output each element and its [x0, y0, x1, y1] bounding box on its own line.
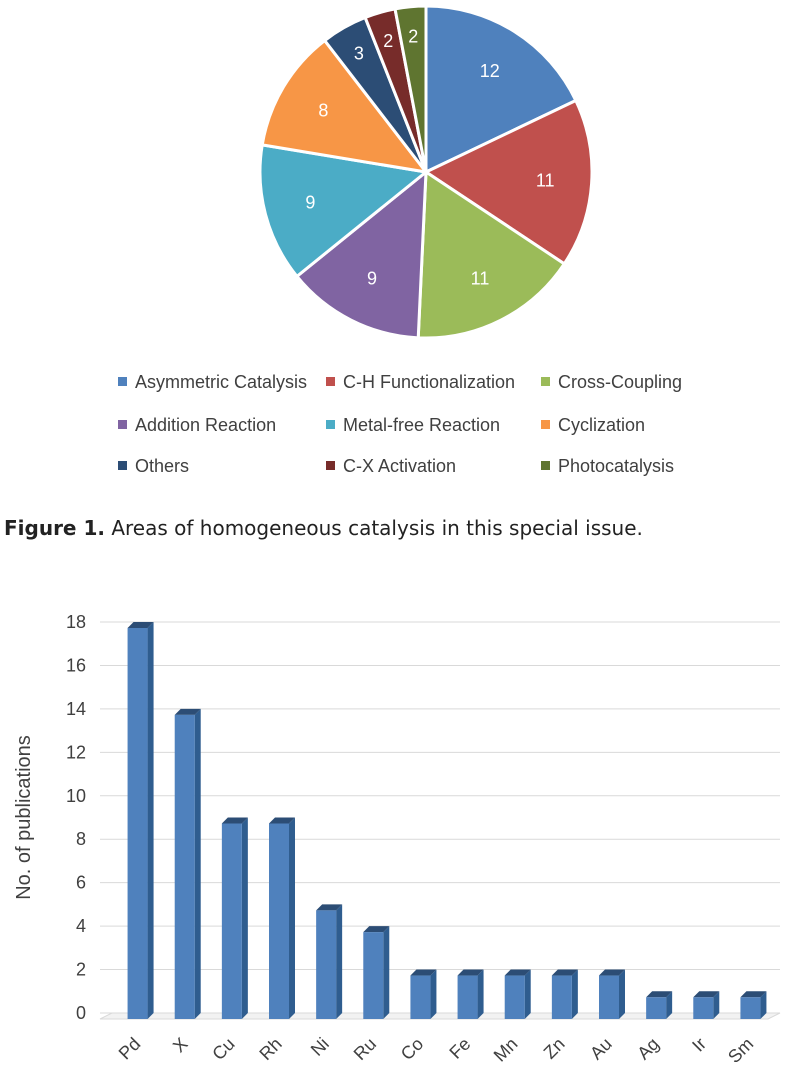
bar — [599, 970, 625, 1019]
legend-label: Cyclization — [558, 415, 646, 435]
bar — [128, 622, 154, 1019]
bar — [552, 970, 578, 1019]
x-tick-label: Co — [396, 1033, 428, 1065]
pie-data-label: 11 — [470, 268, 490, 289]
bar-front — [505, 976, 525, 1019]
bar-front — [128, 628, 148, 1019]
x-tick-label: Zn — [539, 1033, 569, 1063]
legend-swatch — [541, 420, 550, 429]
chart-floor — [100, 1013, 780, 1019]
bar-front — [599, 976, 619, 1019]
bar — [222, 818, 248, 1020]
bar-side — [430, 970, 436, 1019]
pie-data-label: 2 — [383, 31, 394, 52]
bar — [175, 709, 201, 1019]
y-tick-label: 18 — [65, 612, 86, 632]
pie-data-label: 11 — [535, 170, 555, 191]
bar — [505, 970, 531, 1019]
legend-label: Photocatalysis — [558, 456, 675, 476]
legend-item — [118, 415, 276, 436]
x-tick-label: Ru — [349, 1033, 381, 1065]
bar-side — [619, 970, 625, 1019]
x-tick-label: Fe — [445, 1033, 475, 1063]
bar-side — [195, 709, 201, 1019]
caption-label: Figure 1. — [4, 516, 105, 540]
bar-chart — [0, 560, 796, 1085]
x-tick-label: X — [168, 1033, 192, 1057]
x-tick-label: Sm — [724, 1033, 758, 1067]
legend-swatch — [541, 377, 550, 386]
bar-side — [289, 818, 295, 1020]
bar-side — [148, 622, 154, 1019]
legend-item — [541, 415, 645, 436]
bar — [269, 818, 295, 1020]
y-tick-label: 6 — [75, 872, 86, 893]
legend-label: Cross-Coupling — [558, 372, 683, 392]
caption-text: Areas of homogeneous catalysis in this special issue. — [111, 516, 643, 540]
legend-item — [326, 372, 515, 393]
bar-side — [242, 818, 248, 1020]
x-tick-label: Ag — [633, 1033, 663, 1064]
bar-side — [336, 904, 342, 1019]
figure-caption — [4, 516, 643, 540]
bar-front — [363, 932, 383, 1019]
bar-front — [316, 910, 336, 1019]
legend-swatch — [118, 420, 127, 429]
bar — [363, 926, 389, 1019]
x-tick-label: Ir — [688, 1033, 711, 1056]
legend-label: Addition Reaction — [135, 415, 277, 435]
bar-side — [572, 970, 578, 1019]
y-tick-label: 16 — [65, 655, 86, 676]
bar — [740, 991, 766, 1019]
bar-front — [552, 976, 572, 1019]
legend-item — [541, 456, 674, 477]
legend-swatch — [118, 377, 127, 386]
pie-data-label: 9 — [366, 268, 378, 289]
pie-data-label: 2 — [408, 26, 419, 47]
legend-swatch — [541, 461, 550, 470]
bar — [693, 991, 719, 1019]
x-tick-label: Ni — [306, 1033, 333, 1060]
legend-label: C-X Activation — [343, 456, 457, 476]
bar — [646, 991, 672, 1019]
legend-swatch — [326, 377, 335, 386]
y-tick-label: 10 — [65, 785, 86, 806]
legend-label: C-H Functionalization — [343, 372, 516, 392]
bar-front — [646, 997, 666, 1019]
y-tick-label: 4 — [75, 916, 86, 937]
bar-front — [222, 824, 242, 1020]
y-tick-label: 0 — [75, 1003, 86, 1023]
legend-item — [541, 372, 682, 393]
legend-item — [118, 456, 189, 477]
bar-front — [458, 976, 478, 1019]
legend-swatch — [326, 461, 335, 470]
y-axis-title: No. of publications — [13, 735, 35, 900]
pie-data-label: 3 — [353, 43, 364, 64]
bar-front — [269, 824, 289, 1020]
x-tick-label: Au — [586, 1033, 616, 1064]
bar — [410, 970, 436, 1019]
y-tick-label: 12 — [65, 742, 86, 763]
x-tick-label: Rh — [255, 1033, 286, 1065]
pie-chart — [0, 0, 796, 360]
pie-data-label: 9 — [305, 192, 316, 213]
x-tick-label: Cu — [208, 1033, 239, 1065]
x-tick-label: Pd — [114, 1033, 145, 1064]
legend-item — [326, 456, 456, 477]
legend-swatch — [326, 420, 335, 429]
legend-label: Asymmetric Catalysis — [135, 372, 308, 392]
bar — [458, 970, 484, 1019]
legend-swatch — [118, 461, 127, 470]
legend-label: Metal-free Reaction — [343, 415, 501, 435]
legend-item — [118, 372, 307, 393]
legend-label: Others — [135, 456, 190, 476]
bar — [316, 904, 342, 1019]
bar-front — [410, 976, 430, 1019]
bar-front — [175, 715, 195, 1019]
bar-side — [478, 970, 484, 1019]
bar-front — [740, 997, 760, 1019]
bar-side — [383, 926, 389, 1019]
pie-data-label: 12 — [479, 60, 500, 81]
pie-data-label: 8 — [318, 100, 329, 121]
x-tick-label: Mn — [489, 1033, 522, 1066]
y-tick-label: 8 — [75, 829, 86, 850]
legend-item — [326, 415, 500, 436]
y-tick-label: 2 — [75, 959, 86, 980]
y-tick-label: 14 — [65, 698, 86, 719]
bar-side — [525, 970, 531, 1019]
bar-front — [693, 997, 713, 1019]
